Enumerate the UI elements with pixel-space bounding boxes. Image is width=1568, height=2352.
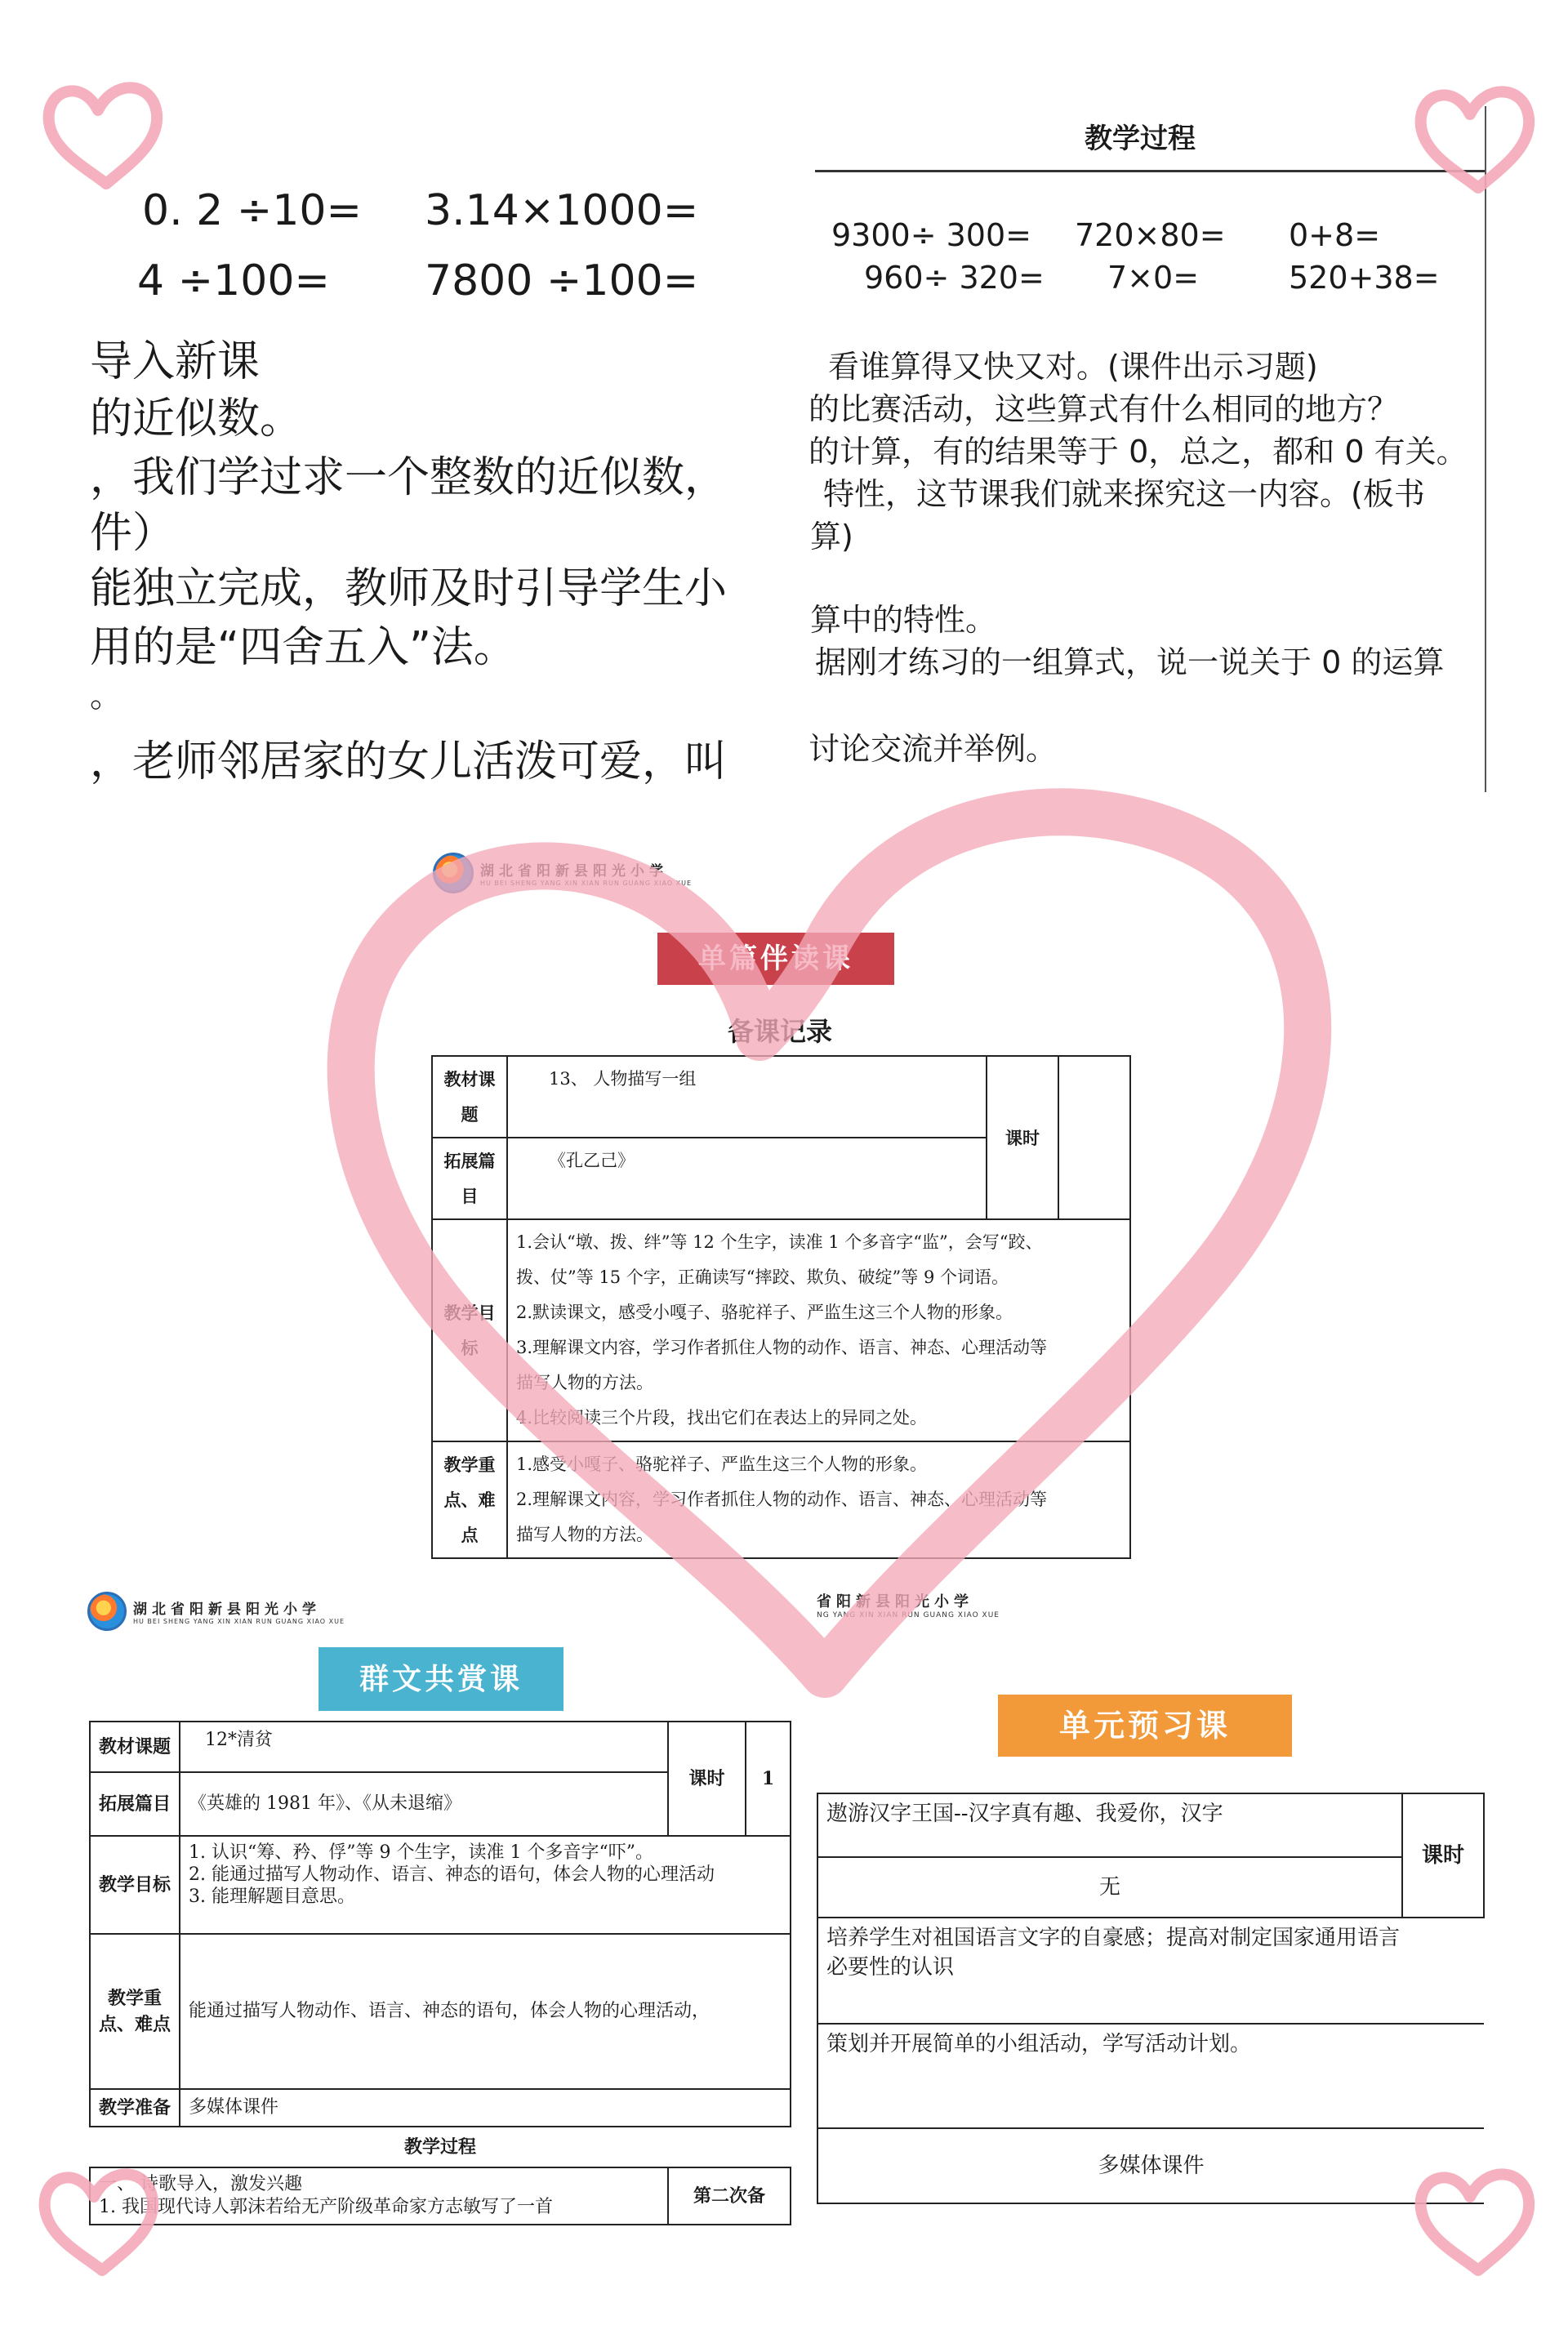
unit-lesson-banner: 单元预习课 [998,1695,1292,1757]
key-point-cell: 策划并开展简单的小组活动，学写活动计划。 [817,2024,1484,2128]
group-lesson-table [89,1721,791,2225]
lesson-line: 的近似数。 [90,394,303,443]
lesson-line: 据刚才练习的一组算式，说一说关于 0 的运算 [815,644,1445,680]
lesson-line: ，老师邻居家的女儿活泼可爱，叫 [90,737,728,786]
lesson-line: 用的是“四舍五入”法。 [90,623,516,672]
session-label: 第二次备 [668,2167,791,2225]
equation: 4 ÷100= [137,256,331,305]
extension-value: 无 [817,1857,1402,1918]
lesson-line: 看谁算得又快又对。(课件出示习题) [828,349,1318,385]
unit-lesson-table [817,1793,1485,2204]
label-topic: 教材课题 [90,1722,180,1772]
lesson-line: 件） [90,509,176,558]
label-goals: 教学目标 [432,1219,507,1441]
process-title: 教学过程 [90,2127,791,2167]
equation: 960÷ 320= [864,260,1045,296]
school-logo: 湖北省阳新县阳光小学 HU BEI SHENG YANG XIN XIAN RUN GUANG XIAO XUE [87,1592,345,1631]
school-emblem-icon [433,853,474,893]
label-extension: 拓展篇目 [90,1772,180,1836]
lesson-line: ，我们学过求一个整数的近似数， [90,453,728,502]
equation: 7800 ÷100= [425,256,699,305]
equation: 520+38= [1289,260,1440,296]
equation: 3.14×1000= [425,186,699,235]
lesson-line: 讨论交流并举例。 [808,731,1058,767]
extension-value: 《孔乙己》 [507,1138,987,1219]
single-lesson-banner: 单篇伴读课 [657,933,894,985]
prep-value: 多媒体课件 [817,2128,1484,2203]
school-emblem-icon [87,1592,127,1631]
goal-cell: 培养学生对祖国语言文字的自豪感；提高对制定国家通用语言 必要性的认识 [817,1918,1484,2024]
lesson-line: 特性，这节课我们就来探究这一内容。(板书 [823,476,1425,512]
unit-lesson-doc [817,1580,1486,2234]
lesson-line: 能独立完成，教师及时引导学生小 [90,564,728,613]
topic-value: 遨游汉字王国--汉字真有趣、我爱你，汉字 [817,1793,1402,1857]
label-goals: 教学目标 [90,1836,180,1934]
equation: 0. 2 ÷10= [142,186,363,235]
group-lesson-banner: 群文共赏课 [318,1647,564,1711]
lesson-line: 。 [90,677,122,715]
goals-cell: 1. 认识“筹、矜、俘”等 9 个生字，读准 1 个多音字“吓”。 2. 能通过描写人物动作、语言、神态的语句，体会人物的心理活动 3. 能理解题目意思。 [180,1836,791,1934]
lesson-line: 算) [810,519,853,555]
group-lesson-doc [86,1580,775,2242]
label-extension: 拓展篇目 [432,1138,507,1219]
label-key-points: 教学重点、难点 [432,1441,507,1558]
hours-value [1058,1056,1130,1219]
topic-value: 13、 人物描写一组 [507,1056,987,1138]
key-points-cell: 1.感受小嘎子、骆驼祥子、严监生这三个人物的形象。 2.理解课文内容，学习作者抓住人物的动作、语言、神态、心理活动等 描写人物的方法。 [507,1441,1130,1558]
math-left-panel [74,155,751,800]
school-logo: 湖北省阳新县阳光小学 HU BEI SHENG YANG XIN XIAN RUN GUANG XIAO XUE [433,853,692,893]
lesson-line: 算中的特性。 [810,602,997,638]
hours-value: 1 [746,1722,791,1836]
section-heading: 教学过程 [1085,122,1196,155]
heading-divider [815,170,1485,172]
label-prep: 教学准备 [90,2089,180,2127]
label-hours: 课时 [1402,1793,1484,1918]
equation: 0+8= [1289,217,1381,253]
equation: 720×80= [1075,217,1226,253]
prep-value: 多媒体课件 [180,2089,791,2127]
extension-value: 《英雄的 1981 年》、《从未退缩》 [180,1772,668,1836]
single-lesson-doc [425,841,1135,1544]
equation: 9300÷ 300= [831,217,1031,253]
goals-cell: 1.会认“墩、拨、绊”等 12 个生字，读准 1 个多音字“监”，会写“跤、 拨、仗”等 15 个字，正确读写“摔跤、欺负、破绽”等 9 个词语。 2.默读课文，感受小嘎子、骆驼祥子、严监生这三个人物的形象。 3.理解课文内容，学习作者抓住人物的动作、语言、神态、心理活动等 描写人物的方法。 4.比较阅读三个片段，找出它们在表达上的异同之处。 [507,1219,1130,1441]
label-topic: 教材课题 [432,1056,507,1138]
lesson-line: 的计算，有的结果等于 0，总之，都和 0 有关。 [808,434,1468,470]
lesson-line: 导入新课 [90,337,261,386]
equation: 7×0= [1107,260,1200,296]
process-cell: 一、 诗歌导入，激发兴趣 1. 我国现代诗人郭沫若给无产阶级革命家方志敏写了一首 [90,2167,668,2225]
school-logo-partial: 省阳新县阳光小学 NG YANG XIN XIAN RUN GUANG XIAO XUE [817,1593,1000,1619]
lesson-line: 的比赛活动，这些算式有什么相同的地方？ [808,391,1399,427]
math-right-panel [808,106,1486,792]
label-hours: 课时 [668,1722,746,1836]
key-points-cell: 能通过描写人物动作、语言、神态的语句，体会人物的心理活动， [180,1934,791,2089]
topic-value: 12*清贫 [180,1722,668,1772]
label-key-points: 教学重点、难点 [90,1934,180,2089]
label-hours: 课时 [987,1056,1058,1219]
doc-title: 备课记录 [727,1016,832,1047]
single-lesson-table [431,1055,1131,1559]
